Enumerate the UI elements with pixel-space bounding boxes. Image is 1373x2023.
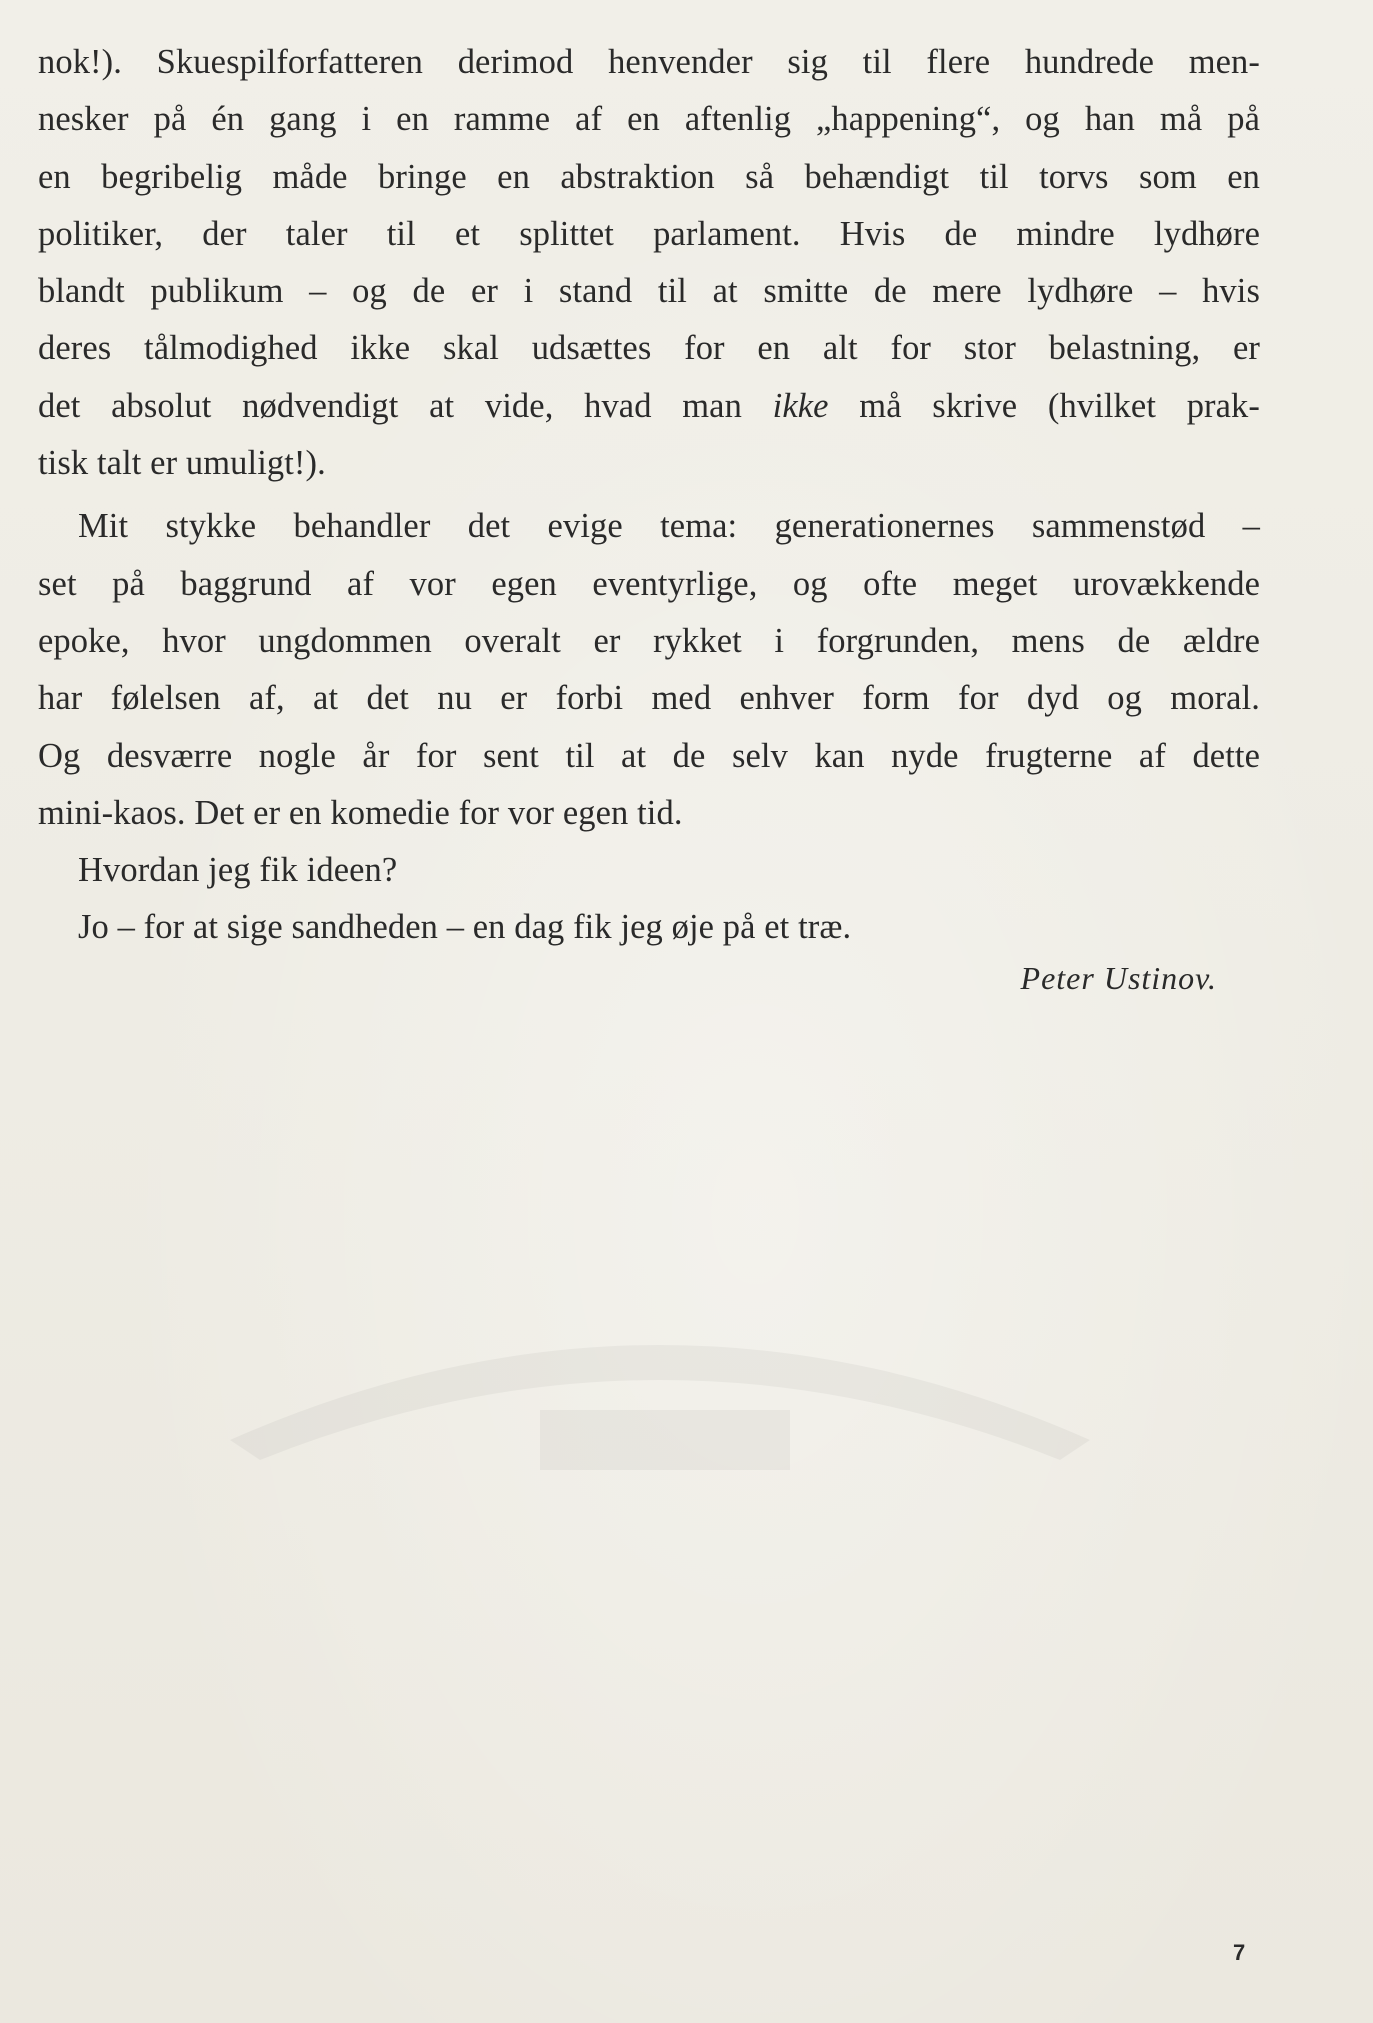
emphasized-word: ikke: [772, 386, 829, 425]
text-line: blandt publikum – og de er i stand til at smitte de mere lydhøre – hvis: [38, 272, 1260, 311]
text-line: har følelsen af, at det nu er forbi med enhver form for dyd og moral.: [38, 679, 1260, 718]
paragraph-4: Jo – for at sige sandheden – en dag fik jeg øje på et træ.: [78, 908, 852, 947]
text-line: Mit stykke behandler det evige tema: generationernes sammenstød –: [78, 507, 1260, 546]
text-line: en begribelig måde bringe en abstraktion så behændigt til torvs som en: [38, 157, 1260, 196]
author-signature: Peter Ustinov.: [1020, 960, 1217, 996]
text-line: nesker på én gang i en ramme af en aftenlig „happening“, og han må på: [38, 100, 1260, 139]
text-line: politiker, der taler til et splittet parlament. Hvis de mindre lydhøre: [38, 214, 1260, 253]
text-line: [38, 378, 1260, 435]
text-line: nok!). Skuespilforfatteren derimod henvender sig til flere hundrede men-: [38, 43, 1260, 81]
text-segment: det absolut nødvendigt at vide, hvad man: [38, 386, 773, 425]
text-line: mini-kaos. Det er en komedie for vor egen tid.: [38, 793, 683, 832]
paragraph-2: [38, 498, 1260, 842]
text-line: epoke, hvor ungdommen overalt er rykket i forgrunden, mens de ældre: [38, 621, 1260, 660]
paragraph-1: [38, 34, 1260, 492]
text-line: Og desværre nogle år for sent til at de selv kan nyde frugterne af dette: [38, 736, 1260, 775]
paragraph-3: Hvordan jeg fik ideen?: [78, 851, 398, 890]
show-through-ghost: [210, 1290, 1110, 1520]
text-line: deres tålmodighed ikke skal udsættes for en alt for stor belastning, er: [38, 329, 1260, 368]
body-text: [38, 34, 1260, 957]
text-line: tisk talt er umuligt!).: [38, 444, 326, 483]
page-number: 7: [1233, 1940, 1246, 1965]
text-line: set på baggrund af vor egen eventyrlige, og ofte meget urovækkende: [38, 564, 1260, 603]
text-segment: må skrive (hvilket prak-: [828, 386, 1260, 425]
